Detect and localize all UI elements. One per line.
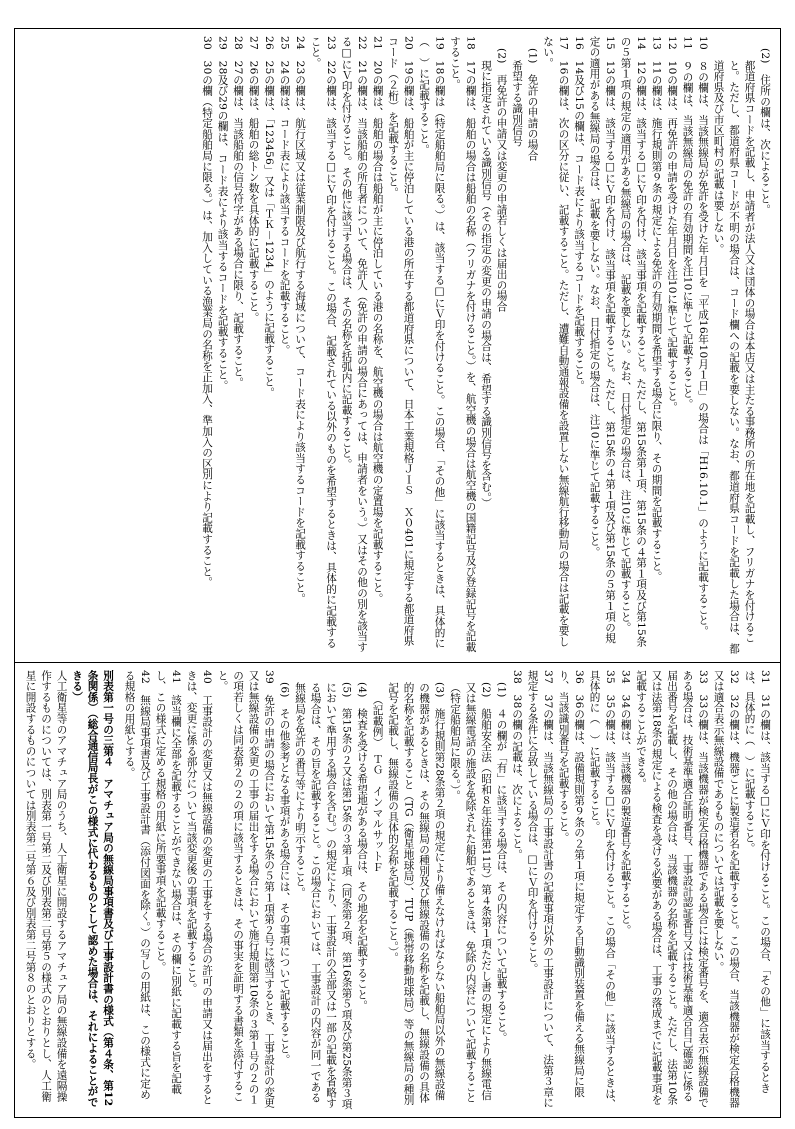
note-paragraph: 19 18の欄は（特定船舶局に限る。）は、該当する□にＶ印を付けること。この場合、「その他」に該当するときは、具体的に（ ）に記載すること。 [418,36,446,649]
note-paragraph: 41 該当欄に全部を記載することができない場合は、その欄に別紙に記載する旨を記載し、この様式に定める規格の用紙に所要事項を記載すること。 [154,670,182,1095]
note-paragraph: 16 14及び15の欄は、コード表により該当するコードを記載すること。 [573,36,585,391]
section-heading: 別表第一号の三第４ アマチュア局の無線局事項書及び工事設計書の様式（第４条、第12条関係）（総合通信局長がこの様式に代わるものとして認めた場合は、それによることができる） [71,670,114,1108]
note-paragraph: (2) 船舶安全法（昭和８年法律第11号）第４条第１項ただし書の規定により無線電信又は無線電話の施設を免除された船舶であるときは、免除の内容について記載すること（特定船舶局に限る。）。 [449,682,492,1104]
note-paragraph: 27 26の欄は、船舶の総トン数を具体的に記載すること。 [247,36,260,323]
lower-text-column [22,670,772,1110]
note-paragraph: (1) 免許の申請の場合 [526,48,539,161]
note-paragraph: 13 11の欄は、施行規則第９条の規定による免許の有効期間を希望する場合に限り、その期間を記載すること。 [650,36,663,583]
note-paragraph: 22 21の欄は、当該船舶の所有者について、免許人（免許の申請の場合にあっては、申請者をいう。）又はその他の別を該当する□にＶ印を付けること。その他に該当する場合は、その名称を括弧内に記載すること。 [340,36,368,653]
note-paragraph: (2) 住所の欄は、次によること。 [759,48,771,215]
note-paragraph: 25 24の欄は、コード表により該当するコードを記載すること。 [278,36,291,356]
note-paragraph: 34 34の欄は、当該機器の製造番号を記載すること。 [619,670,632,936]
note-paragraph: 28 27の欄は、当該船舶の信号符字がある場合に限り、記載すること。 [232,36,244,388]
note-paragraph: (5) 第15条の２又は第15条の３第１項（同条第２項、第16条第５項及び第25条第３項において準用する場合を含む。）の規定により、工事設計の全部又は一部の記載を省略する場合は、その旨を記載すること。この場合においては、工事設計の内容が同一である無線局を免許の番号等により明示すること。 [294,682,353,1110]
note-paragraph: 35 35の欄は、該当する□にＶ印を付けること。この場合「その他」に該当するときは、具体的に（ ）に記載すること。 [588,670,616,1110]
note-paragraph: 39 免許の申請の場合において第15条の５第１項第２号に該当するとき、工事設計の変更又は無線設備の変更の工事の届出をする場合において施行規則第10条の３第１号の２の１の項若しくは同表第２の２の項に該当するときは、その事実を証明する書類を添付すること。 [216,670,275,1109]
note-paragraph: 37 37の欄は、当該無線局の工事設計書の記載事項以外の工事設計について、法第３章に規定する条件に合致している場合は、□にＶ印を付けること。 [526,670,554,1109]
note-paragraph: 40 工事設計の変更又は無線設備の変更の工事をする場合の許可の申請又は届出をするときは、変更に係る部分について当該変更後の事項を記載すること。 [185,670,213,1106]
note-paragraph: 21 20の欄は、船舶の場合は船舶が主に停泊している港の名称を、航空機の場合は航空機の定置場を記載すること。 [371,36,384,604]
note-paragraph: 32 32の欄は、機器ごとに製造者名を記載すること。この場合、当該機器が検定合格機器又は適合表示無線設備であるものについては記載を要しない。 [712,670,740,1109]
note-paragraph: 33 33の欄は、当該機器が検定合格機器である場合には検定番号を、適合表示無線設備である場合は、技術基準適合証明番号、工事設計認証番号又は技術基準適合自己確認に係る届出番号を記載し、その他の場合は、当該機器の名称を記載すること。ただし、法第10条又は法第18条の規定による検査を受ける必要がある場合は、工事の落成までに記載事項を記載することができる。 [635,670,709,1109]
note-paragraph: 12 10の欄は、再免許の申請を受けた年月日を注10に準じて記載すること。 [666,36,678,413]
note-paragraph: 都道府県コードを記載し、申請者が法人又は団体の場合は本店又は主たる事務所の所在地を記載し、フリガナを付けること。ただし、都道府県コードが不明の場合は、コード欄への記載を要しない。なお、都道府県コードを記載した場合は、都道府県及び市区町村の記載は要しない。 [712,60,756,654]
note-paragraph: 人工衛星等のアマチュア局のうち、人工衛星に開設するアマチュア局の無線設備を遠隔操作するものについては、別表第一号第二及び別表第二号第５の様式のとおりとし、人工衛星に開設するものについては別表第二号第６及び別表第二号第８のとおりとする。 [24,670,68,1102]
note-paragraph: 36 36の欄は、設備規則第９条の２第１項に規定する自動識別装置を備える無線局に限り、当該識別番号を記載すること。 [557,670,585,1098]
column-divider [14,662,781,663]
note-paragraph: (4) 検査を受ける希望地がある場合は、その地名を記載すること。 [356,682,368,1011]
note-paragraph: (2) 再免許の申請又は変更の申請若しくは届出の場合 [495,48,508,313]
note-paragraph: 20 19の欄は、船舶が主に停泊している港の所在する都道府県について、日本工業規格ＪＩＳ Ｘ０401に規定する都道府県コード（２桁）を記載すること。 [387,36,415,647]
note-paragraph: 29 28及び29の欄は、コード表により該当するコードを記載すること。 [216,36,229,391]
note-paragraph: 15 13の欄は、該当する□にＶ印を付け、該当事項を記載すること。ただし、第15条の４第１項及び第15条の５第１項の規定の適用がある無線局の場合は、記載を要しない。なお、日付指定の場合は、注10に準じて記載すること。 [588,36,616,644]
note-paragraph: 現に指定されている識別信号（その指定の変更の申請の場合は、希望する識別信号を含む。） [480,60,492,509]
note-paragraph: 17 16の欄は、次の区分に従い、記載すること。ただし、遭難自動通報設備を設置しない無線航行移動局の場合は記載を要しない。 [542,36,570,647]
note-paragraph: 18 17の欄は、船舶の場合は船舶の名称（フリガナを付けること。）を、航空機の場合は航空機の国籍記号及び登録記号を記載すること。 [449,36,477,653]
note-paragraph: 11 ９の欄は、当該無線局の免許の有効期間を注10に準じて記載すること。 [681,36,694,410]
note-paragraph: 23 22の欄は、該当する□にＶ印を付けること。この場合、記載されている以外のものを希望するときは、具体的に記載すること。 [309,36,337,649]
note-paragraph: 希望する識別信号 [511,60,523,147]
note-paragraph: 42 無線局事項書及び工事設計書（添付図面を除く。）の写しの用紙は、この様式に定める規格の用紙とする。 [123,670,151,1100]
note-paragraph: （記載例） ＴＧ インマルサットＦ [371,694,384,873]
note-paragraph: 14 12の欄は、該当する□にＶ印を付け、該当事項を記載すること。ただし、第15条第１項、第15条の４第１項及び第15条の５第１項の規定の適用がある無線局の場合は、記載を要しない。なお、日付指定の場合は、注10に準じて記載すること。 [619,36,647,647]
note-paragraph: (3) 施行規則第28条第２項の規定により備えなければならない船舶局以外の無線設備の機器があるときは、その無線局の種別及び無線設備の名称を記載し、無線設備の具体的名称を記載すること（TG（衛星地球局）、TUP（携帯移動地球局）等の無線局の種別記号を記載し、無線設備の具体的名称を記載すること。）。 [387,682,446,1106]
note-paragraph: (6) その他参考となる事項がある場合には、その事項について記載すること。 [278,682,291,1065]
upper-text-column [22,36,772,654]
note-paragraph: 10 ８の欄は、当該無線局が免許を受けた年月日を「平成16年10月１日」の場合は「H16.10.1」のように記載すること。 [697,36,709,637]
note-paragraph: 24 23の欄は、航行区域又は従業制限及び航行する海域について、コード表により該当するコードを記載すること。 [294,36,306,604]
note-paragraph: (1) ４の欄が「有」に該当する場合は、その内容について記載すること。 [495,682,508,1044]
note-paragraph: 31 31の欄は、該当する□にＶ印を付けること。この場合、「その他」に該当するときは、具体的に（ ）に記載すること。 [743,670,771,1094]
note-paragraph: 38 38の欄の記載は、次によること。 [511,670,523,860]
note-paragraph: 30 30の欄（特定船舶局に限る。）は、加入している漁業局の名称を正加入、準加入の区別により記載すること。 [201,36,213,588]
note-paragraph: 26 25の欄は、「123456」又は「ＴＫ－1234」のように記載すること。 [263,36,275,398]
